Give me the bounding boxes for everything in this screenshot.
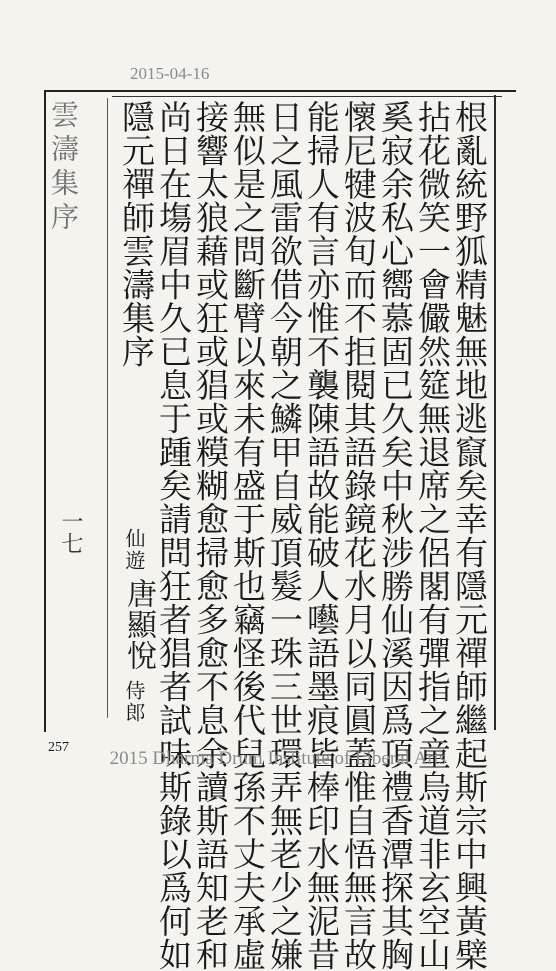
text-column-7: 無似是之問斷臂以來未有盛于斯也竊怪後代兒孫不丈夫承虛 <box>228 100 267 971</box>
spine-page-mark: 一七 <box>58 510 83 554</box>
signature-name: 唐顯悅 <box>121 578 156 671</box>
text-column-9: 尚日在塲眉中久已息于踵矣請問狂者猖者試味斯錄以爲何如 <box>154 100 193 971</box>
text-column-6: 日之風雷欲借今朝之鱗甲自威頂髮一珠三世環弄無老少之嫌 <box>265 100 304 971</box>
text-column-5: 能掃人有言亦惟不襲陳語故能破人囈語墨痕皆棒印水無泥昔 <box>302 100 341 971</box>
date-stamp: 2015-04-16 <box>130 64 210 83</box>
text-column-3: 奚寂余私心嚮慕固已久矣中秋涉勝仙溪因爲頂禮香潭探其胸 <box>376 100 415 971</box>
footer-watermark: 2015 Dharma Drum Institute of Liberal Arts <box>109 748 447 769</box>
frame-top-rule <box>112 96 502 97</box>
signature-title: 侍郎 <box>122 680 146 724</box>
preface-title: 隱元禪師雲濤集序 <box>117 100 156 368</box>
text-column-1: 根亂統野狐精魅無地逃竄矣幸有隱元禪師繼起斯宗中興黃檗 <box>450 100 489 971</box>
text-column-8: 接響太狼藉或狂或猖或糢糊愈掃愈多愈不息余讀斯語知老和 <box>191 100 230 971</box>
text-column-4: 懷尼犍波旬而不拒閱其語錄鏡花水月以同圓蓋惟自悟無言故 <box>339 100 378 971</box>
signature-place: 仙遊 <box>122 528 146 572</box>
text-column-2: 拈花微笑一會儼然筵無退席之侶閣有彈指之童烏道非玄空山 <box>413 100 452 971</box>
frame-right-rule <box>494 95 496 730</box>
spine-title: 雲濤集序 <box>47 100 80 236</box>
page-number: 257 <box>48 740 69 755</box>
